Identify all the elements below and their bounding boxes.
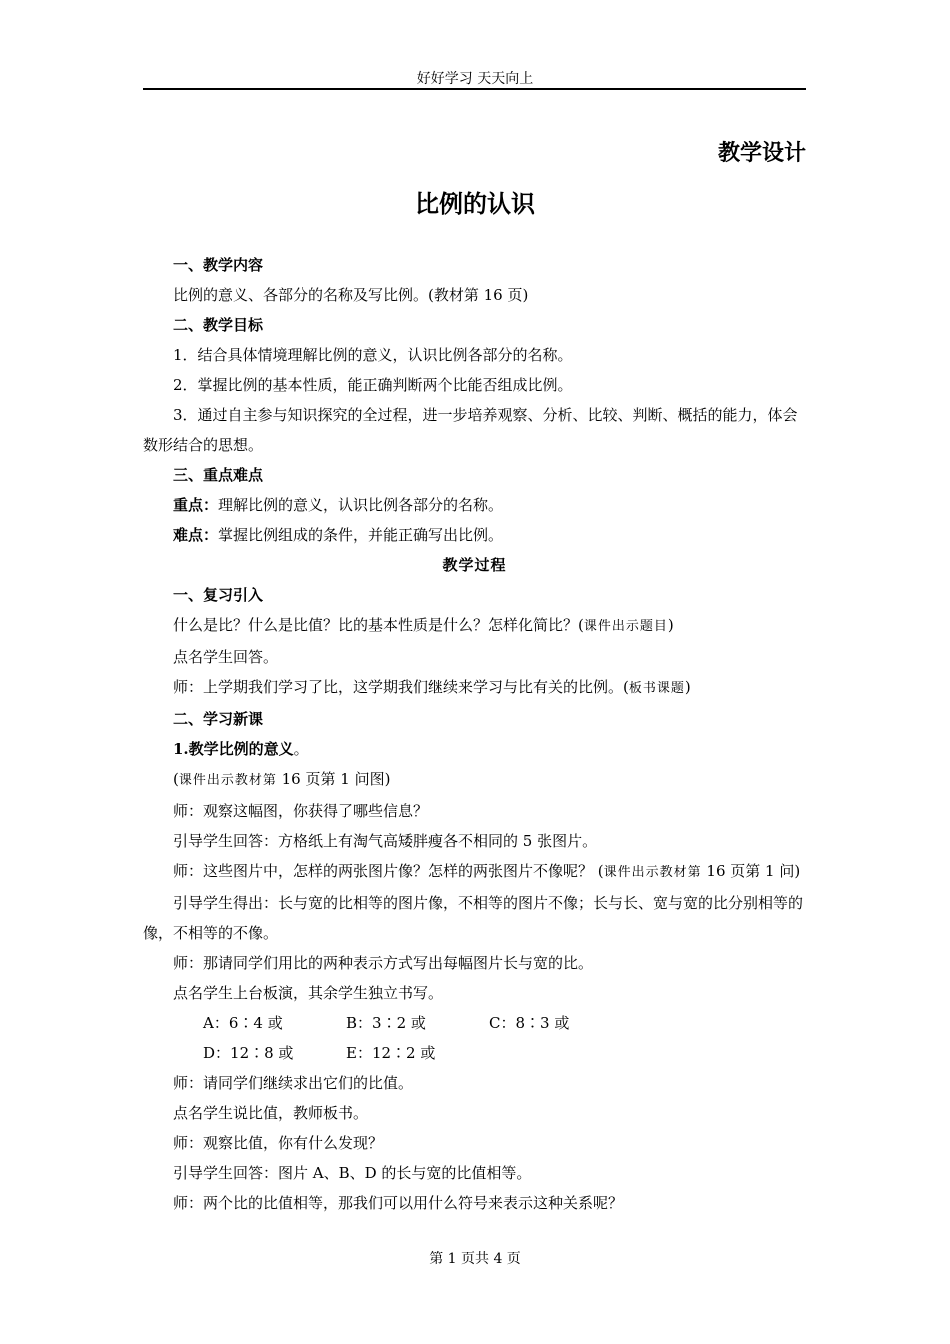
paragraph: 比例的意义、各部分的名称及写比例。(教材第 16 页) [173,286,529,304]
ratio-row [143,1038,806,1068]
paragraph: (课件出示教材第 16 页第 1 问图) [173,770,391,788]
paragraph: 师：那请同学们用比的两种表示方式写出每幅图片长与宽的比。 [173,954,594,972]
paragraph: 师：两个比的比值相等，那我们可以用什么符号来表示这种关系呢？ [173,1194,624,1212]
paragraph: 什么是比？什么是比值？比的基本性质是什么？怎样化简比？(课件出示题目) [173,616,674,634]
paragraph: 引导学生回答：方格纸上有淘气高矮胖瘦各不相同的 5 张图片。 [173,832,598,850]
paragraph: 师：观察比值，你有什么发现？ [173,1134,384,1152]
section-heading: 一、教学内容 [173,256,264,274]
paragraph: 师：这些图片中，怎样的两张图片像？怎样的两张图片不像呢？ (课件出示教材第 16 页第 1 问) [173,862,801,880]
paragraph: 点名学生回答。 [173,648,279,666]
paragraph: 师：请同学们继续求出它们的比值。 [173,1074,414,1092]
key-point [143,490,806,520]
paragraph: 师：观察这幅图，你获得了哪些信息？ [173,802,429,820]
process-heading: 教学过程 [442,556,507,574]
section-heading: 三、重点难点 [173,466,264,484]
section-heading: 一、复习引入 [173,586,264,604]
page-header: 好好学习 天天向上 [416,71,534,87]
paragraph: 点名学生上台板演，其余学生独立书写。 [173,984,444,1002]
difficult-label: 难点： [173,526,219,544]
header-rule [143,88,806,90]
subsection-heading: 1.教学比例的意义。 [173,740,309,758]
ratio-b: B：3∶2 或 [346,1014,426,1032]
goal-item: 3．通过自主参与知识探究的全过程，进一步培养观察、分析、比较、判断、概括的能力，体会数形结合的思想。 [143,406,798,454]
document-type: 教学设计 [717,140,806,166]
section-heading: 二、教学目标 [173,316,264,334]
ratio-c: C：8∶3 或 [489,1014,570,1032]
key-label: 重点： [173,496,219,514]
section-heading: 二、学习新课 [173,710,264,728]
page-title: 比例的认识 [415,189,535,218]
key-text: 理解比例的意义，认识比例各部分的名称。 [218,496,504,514]
ratio-d: D：12∶8 或 [203,1044,294,1062]
page-footer: 第 1 页共 4 页 [429,1251,521,1267]
ratio-e: E：12∶2 或 [346,1044,436,1062]
goal-item: 1．结合具体情境理解比例的意义，认识比例各部分的名称。 [173,346,573,364]
paragraph: 引导学生回答：图片 A、B、D 的长与宽的比值相等。 [173,1164,532,1182]
ratio-a: A：6∶4 或 [203,1014,283,1032]
ratio-row [143,1008,806,1038]
paragraph: 师：上学期我们学习了比，这学期我们继续来学习与比有关的比例。(板书课题) [173,678,691,696]
difficult-text: 掌握比例组成的条件，并能正确写出比例。 [218,526,504,544]
goal-item: 2．掌握比例的基本性质，能正确判断两个比能否组成比例。 [173,376,573,394]
difficult-point [143,520,806,550]
document-body [143,250,806,1218]
paragraph: 点名学生说比值，教师板书。 [173,1104,369,1122]
paragraph: 引导学生得出：长与宽的比相等的图片像，不相等的图片不像；长与长、宽与宽的比分别相等的像，不相等的不像。 [143,894,804,942]
